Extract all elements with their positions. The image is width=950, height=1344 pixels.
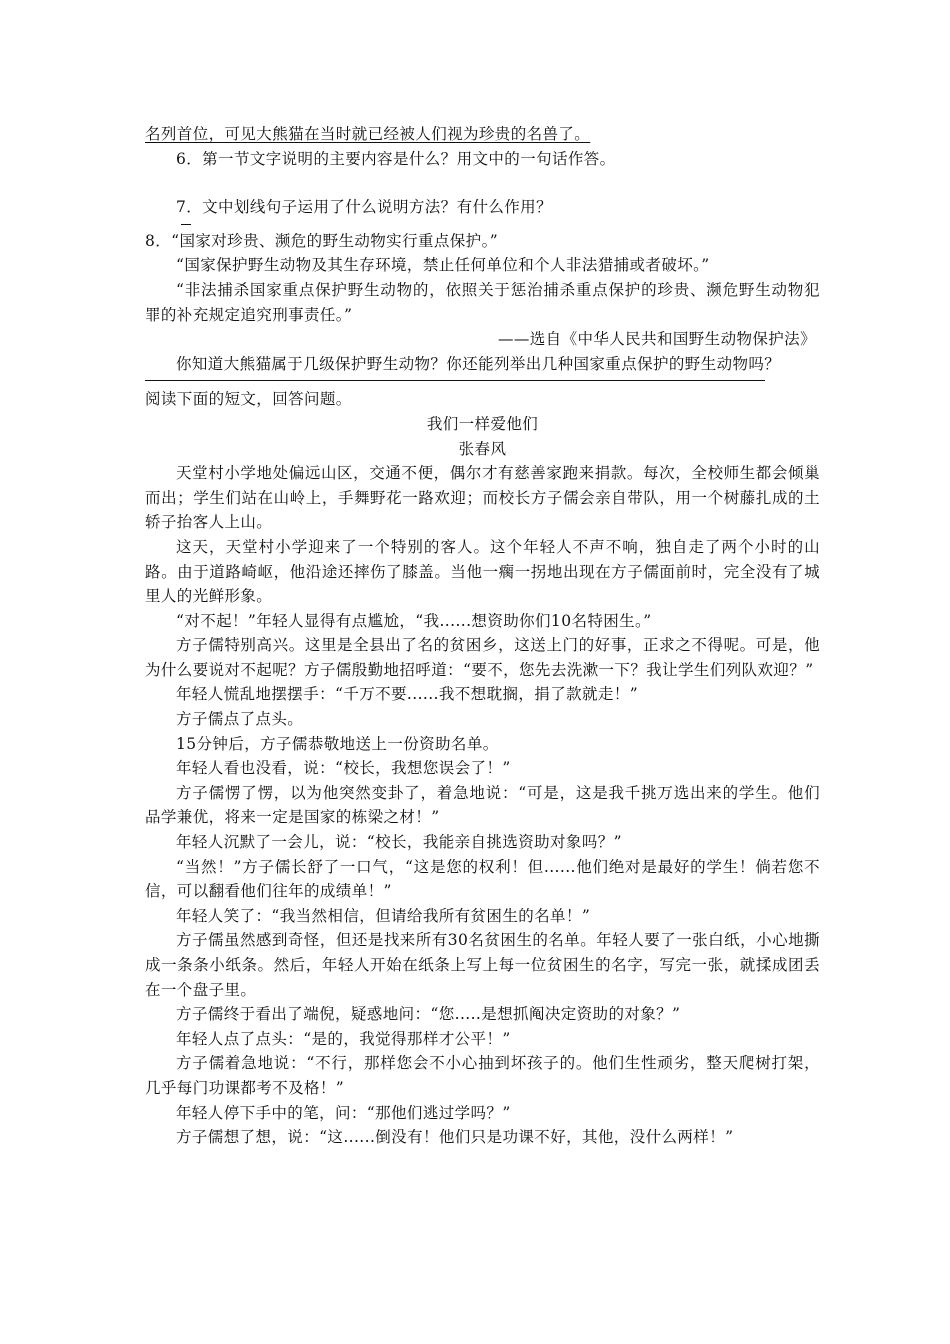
- story-paragraph: 年轻人沉默了一会儿，说：“校长，我能亲自挑选资助对象吗？”: [176, 833, 622, 852]
- story-paragraph: “当然！”方子儒长舒了一口气，“这是您的权利！但......他们绝对是最好的学生！倘若您不信，可以翻看他们往年的成绩单！”: [145, 857, 820, 901]
- story-paragraph: 天堂村小学地处偏远山区，交通不便，偶尔才有慈善家跑来捐款。每次，全校师生都会倾巢而出；学生们站在山岭上，手舞野花一路欢迎；而校长方子儒会亲自带队，用一个树藤扎成的土轿子抬客人上山。: [145, 464, 820, 532]
- story-paragraph: 年轻人点了点头：“是的，我觉得那样才公平！”: [176, 1029, 511, 1048]
- story-paragraph: “对不起！”年轻人显得有点尴尬，“我......想资助你们10名特困生。”: [176, 611, 652, 630]
- story-paragraph: 方子儒愣了愣，以为他突然变卦了，着急地说：“可是，这是我千挑万选出来的学生。他们品学兼优，将来一定是国家的栋梁之材！”: [145, 783, 820, 827]
- document-page: [145, 122, 820, 1150]
- answer-space-6: [145, 171, 820, 195]
- story-paragraph: 年轻人看也没看，说：“校长，我想您误会了！”: [176, 759, 511, 778]
- question-6: 6．第一节文字说明的主要内容是什么？用文中的一句话作答。: [176, 149, 616, 168]
- answer-line-8: [145, 380, 765, 381]
- story-paragraph: 15分钟后，方子儒恭敬地送上一份资助名单。: [176, 734, 499, 753]
- story-paragraph: 年轻人笑了：“我当然相信，但请给我所有贫困生的名单！”: [176, 906, 591, 925]
- reading-instruction: 阅读下面的短文，回答问题。: [145, 390, 352, 409]
- story-author: 张春风: [458, 439, 507, 458]
- story-paragraph: 方子儒想了想，说：“这......倒没有！他们只是功课不好，其他，没什么两样！”: [176, 1128, 734, 1147]
- law-quote-2: “非法捕杀国家重点保护野生动物的，依照关于惩治捕杀重点保护的珍贵、濒危野生动物犯罪的补充规定追究刑事责任。”: [145, 280, 820, 324]
- question-7: 7．文中划线句子运用了什么说明方法？有什么作用？: [176, 198, 552, 217]
- story-paragraph: 方子儒特别高兴。这里是全县出了名的贫困乡，这送上门的好事，正求之不得呢。可是，他为什么要说对不起呢？方子儒殷勤地招呼道：“要不，您先去洗漱一下？我让学生们列队欢迎？”: [145, 636, 820, 679]
- story-paragraph: 年轻人停下手中的笔，问：“那他们逃过学吗？”: [176, 1103, 511, 1122]
- story-paragraph: 方子儒点了点头。: [176, 710, 304, 729]
- answer-mark-7: [181, 224, 191, 225]
- story-paragraph: 方子儒虽然感到奇怪，但还是找来所有30名贫困生的名单。年轻人要了一张白纸，小心地撕成一条条小纸条。然后，年轻人开始在纸条上写上每一位贫困生的名字，写完一张，就揉成团丢在一个盘子里。: [145, 931, 820, 999]
- story-paragraph: 方子儒终于看出了端倪，疑惑地问：“您.....是想抓阄决定资助的对象？”: [176, 1005, 681, 1024]
- law-source: ——选自《中华人民共和国野生动物保护法》: [497, 330, 816, 349]
- panda-passage-tail: 名列首位，可见大熊猫在当时就已经被人们视为珍贵的名兽了。: [145, 125, 591, 143]
- story-paragraph: 年轻人慌乱地摆摆手：“千万不要......我不想耽搁，捐了款就走！”: [176, 685, 639, 704]
- law-quote-1: “国家保护野生动物及其生存环境，禁止任何单位和个人非法猎捕或者破坏。”: [176, 256, 710, 275]
- question-8: 8．“国家对珍贵、濒危的野生动物实行重点保护。”: [145, 231, 499, 250]
- story-paragraph: 这天，天堂村小学迎来了一个特别的客人。这个年轻人不声不响，独自走了两个小时的山路。由于道路崎岖，他沿途还摔伤了膝盖。当他一瘸一拐地出现在方子儒面前时，完全没有了城里人的光鲜形象。: [145, 537, 820, 606]
- question-8-prompt: 你知道大熊猫属于几级保护野生动物？你还能列举出几种国家重点保护的野生动物吗？: [176, 354, 781, 373]
- story-title: 我们一样爱他们: [426, 414, 539, 433]
- story-paragraph: 方子儒着急地说：“不行，那样您会不小心抽到坏孩子的。他们生性顽劣，整天爬树打架，几乎每门功课都考不及格！”: [145, 1054, 820, 1097]
